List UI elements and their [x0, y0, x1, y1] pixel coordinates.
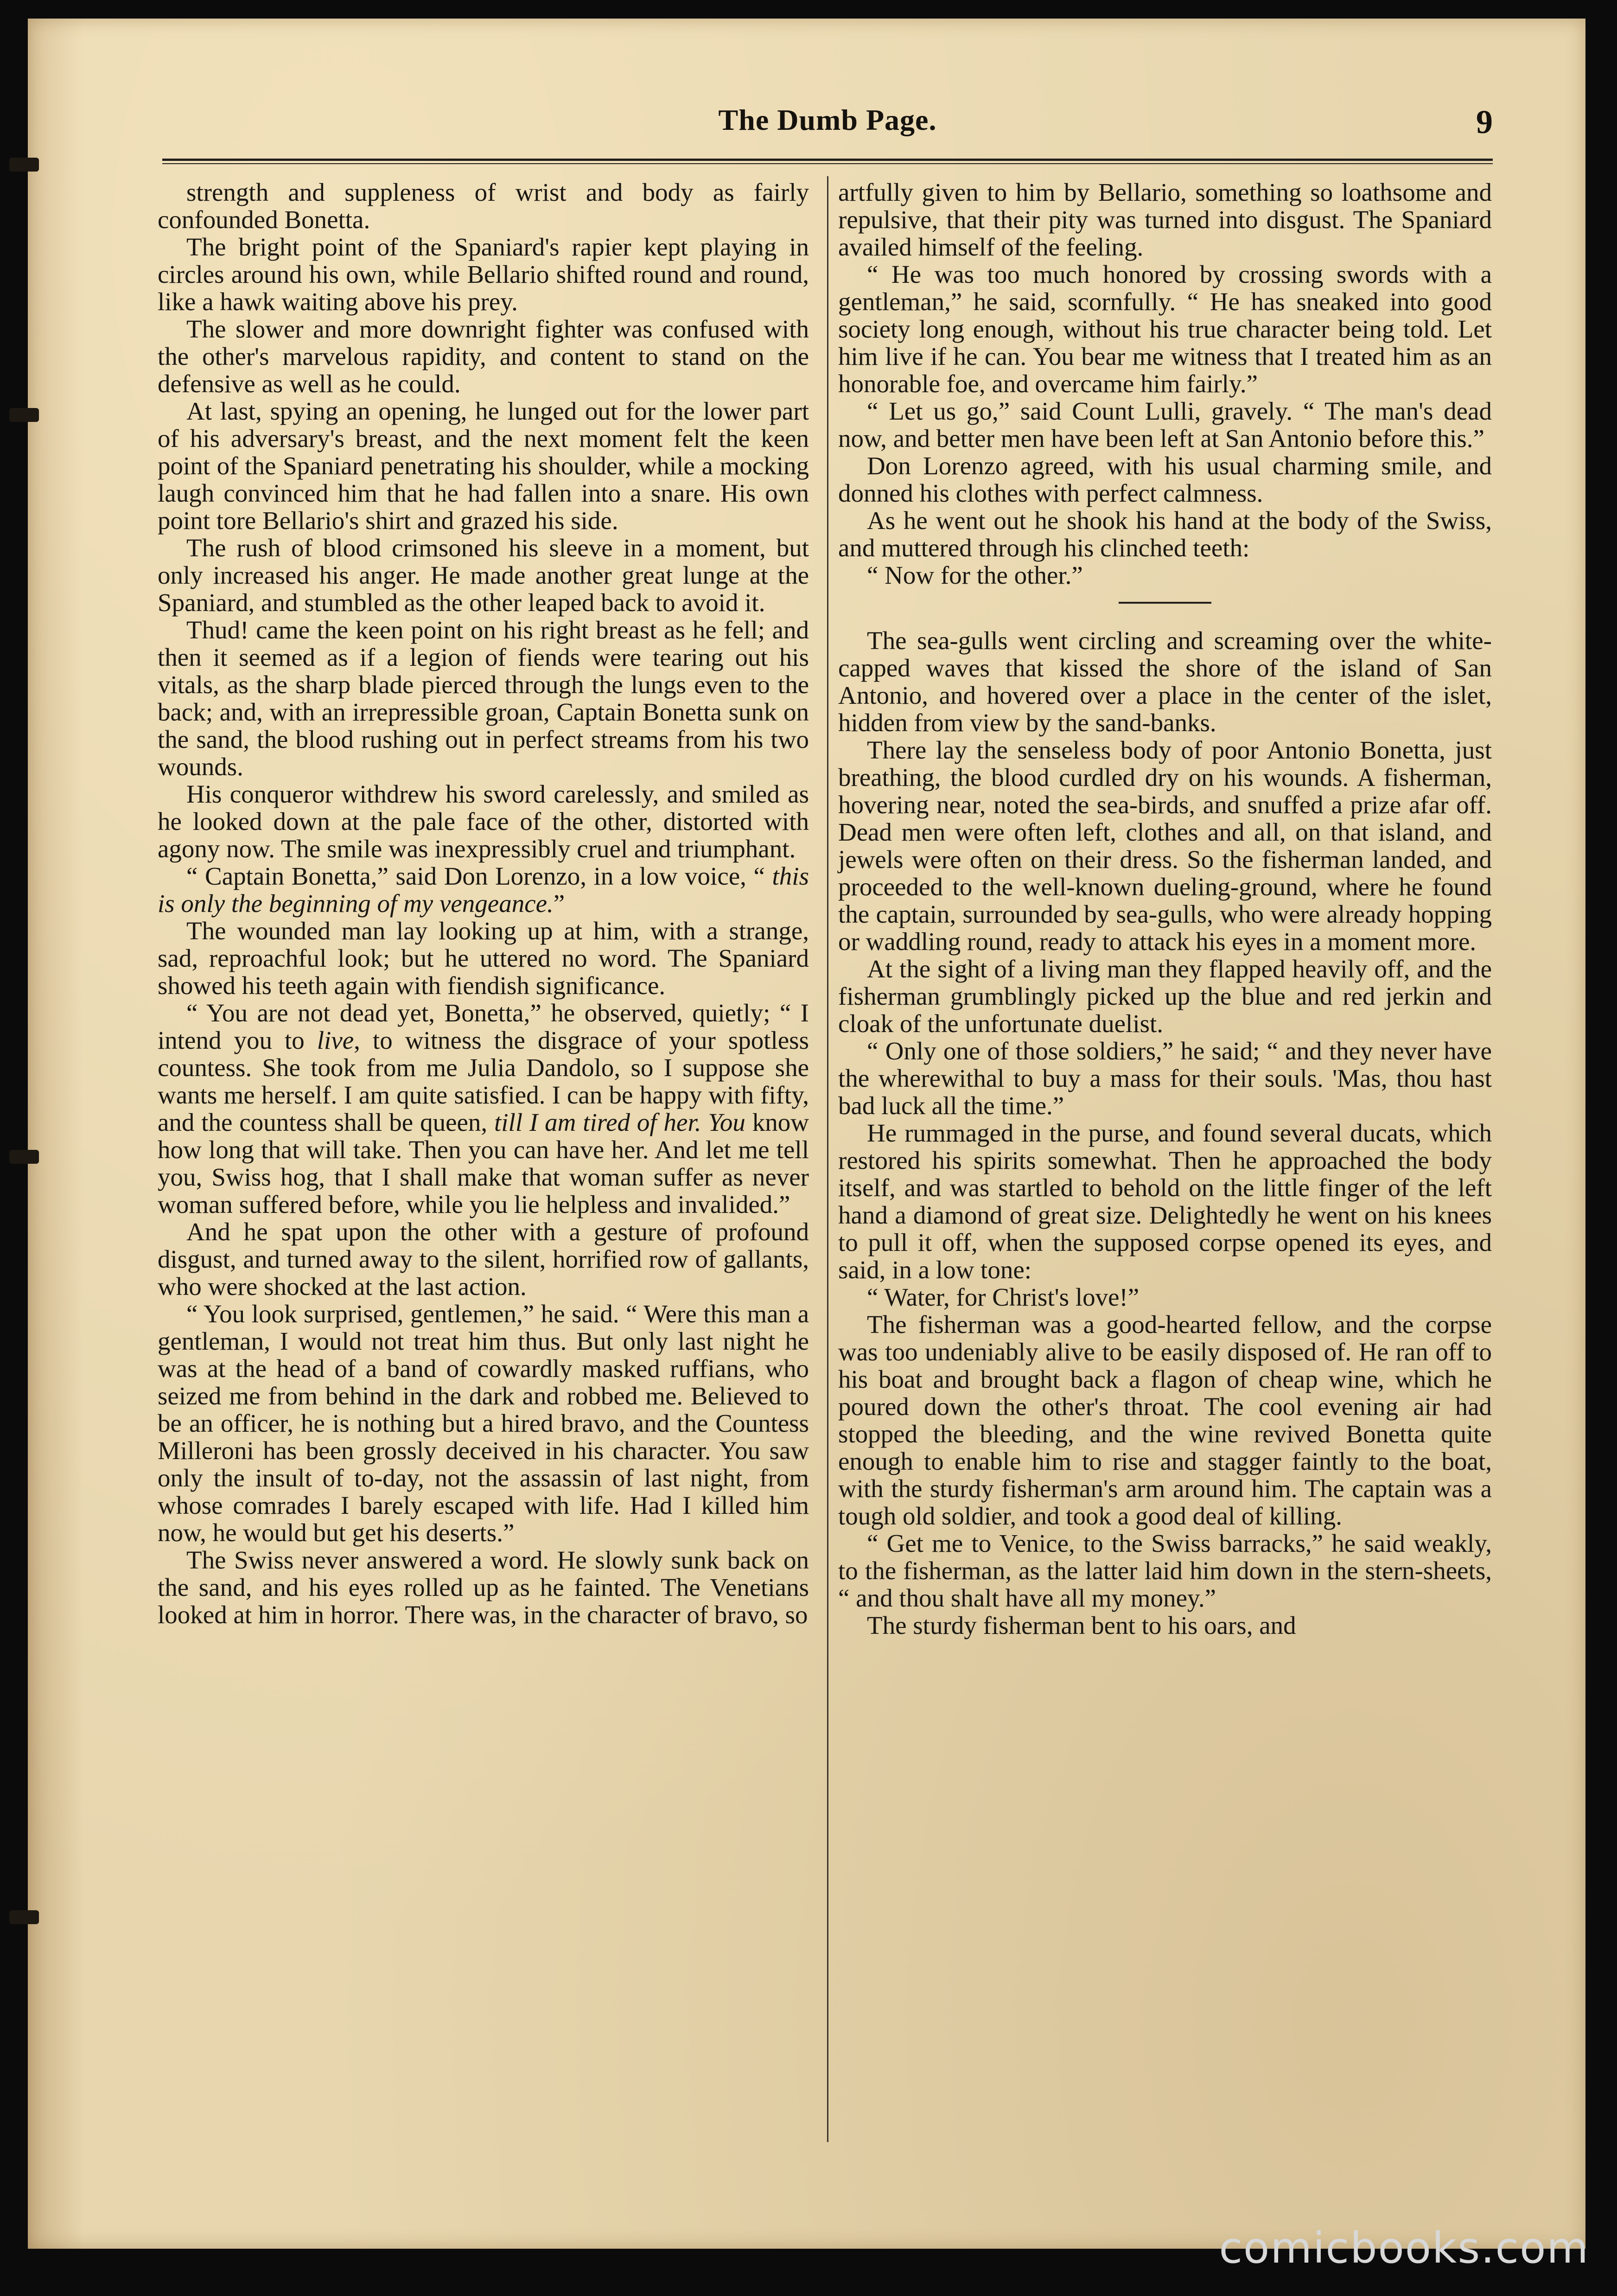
binding-staple — [9, 158, 39, 172]
paragraph-text: The bright point of the Spaniard's rapier kept playing in circles around his own, while Bellario shifted round and round, like a hawk waiting above his prey. — [158, 233, 809, 316]
paragraph-text: know how long that will take. Then you can have her. And let me tell you, Swiss hog, that I shall make that woman suffer as never woman suffered before, while you lie helpless and invalided.” — [158, 1108, 809, 1218]
paragraph-text: There lay the senseless body of poor Antonio Bonetta, just breathing, the blood curdled dry on his wounds. A fisherman, hovering near, noted the sea-birds, and snuffed a prize afar off. Dead men were often left, clothes and all, on that island, and jewels were often on their dress. So the fisherman landed, and proceeded to the well-known dueling-ground, where he found the captain, surrounded by sea-gulls, who were already hopping or waddling round, ready to attack his eyes in a moment more. — [838, 736, 1492, 956]
paragraph — [838, 452, 1492, 507]
paragraph — [838, 736, 1492, 955]
paragraph — [838, 397, 1492, 452]
binding-staple — [9, 1910, 39, 1924]
right-column-before-break — [838, 179, 1492, 589]
italic-text: this is only the beginning of my vengeance. — [158, 862, 809, 918]
paragraph-text: “ Water, for Christ's love!” — [867, 1283, 1140, 1311]
paragraph — [158, 1300, 809, 1546]
paragraph — [838, 1612, 1492, 1639]
paragraph-text: “ Let us go,” said Count Lulli, gravely. “ The man's dead now, and better men have been left at San Antonio before this.” — [838, 397, 1492, 453]
paragraph-text: , to witness the disgrace of your spotless countess. She took from me Julia Dandolo, so I suppose she wants me herself. I am quite satisfied. I can be happy with fifty, and the countess shall be queen, — [158, 1026, 809, 1136]
column-divider — [827, 176, 828, 2142]
paragraph — [158, 780, 809, 862]
paragraph-text: The sturdy fisherman bent to his oars, and — [867, 1611, 1296, 1639]
paragraph-text: The wounded man lay looking up at him, with a strange, sad, reproachful look; but he uttered no word. The Spaniard showed his teeth again with fiendish significance. — [158, 917, 809, 1000]
running-title: The Dumb Page. — [718, 103, 937, 136]
paragraph — [838, 561, 1492, 589]
paragraph — [158, 862, 809, 917]
paragraph — [158, 534, 809, 616]
paragraph-text: “ Get me to Venice, to the Swiss barracks,” he said weakly, to the fisherman, as the latter laid him down in the stern-sheets, “ and thou shalt have all my money.” — [838, 1529, 1492, 1612]
paragraph-text: At last, spying an opening, he lunged out for the lower part of his adversary's breast, and the next moment felt the keen point of the Spaniard penetrating his shoulder, while a mocking laugh convinced him that he had fallen into a snare. His own point tore Bellario's shirt and grazed his side. — [158, 397, 809, 535]
paragraph-text: “ Captain Bonetta,” said Don Lorenzo, in a low voice, “ — [186, 862, 772, 890]
paragraph-text: The slower and more downright fighter was confused with the other's marvelous rapidity, and content to stand on the defensive as well as he could. — [158, 315, 809, 398]
paragraph-text: Thud! came the keen point on his right breast as he fell; and then it seemed as if a legion of fiends were tearing out his vitals, as the sharp blade pierced through the lungs even to the back; and, with an irrepressible groan, Captain Bonetta sunk on the sand, the blood rushing out in perfect streams from his two wounds. — [158, 616, 809, 781]
binding-staple — [9, 408, 39, 422]
paragraph — [158, 397, 809, 534]
paragraph-text: Don Lorenzo agreed, with his usual charming smile, and donned his clothes with perfect calmness. — [838, 452, 1492, 507]
paragraph — [838, 955, 1492, 1037]
paragraph — [158, 917, 809, 999]
paragraph-text: “ You look surprised, gentlemen,” he said. “ Were this man a gentleman, I would not treat him thus. But only last night he was at the head of a band of cowardly masked ruffians, who seized me from behind in the dark and robbed me. Believed to be an officer, he is nothing but a hired bravo, and the Countess Milleroni has been grossly deceived in his character. You saw only the insult of to-day, not the assassin of last night, from whose comrades I barely escaped with life. Had I killed him now, he would but get his deserts.” — [158, 1300, 809, 1547]
paragraph — [838, 507, 1492, 561]
paragraph-text: At the sight of a living man they flapped heavily off, and the fisherman grumblingly picked up the blue and red jerkin and cloak of the unfortunate duelist. — [838, 955, 1492, 1038]
paragraph — [838, 261, 1492, 397]
left-text-column — [158, 179, 809, 1628]
paragraph — [158, 1218, 809, 1300]
section-break-rule — [1119, 602, 1211, 604]
paragraph — [158, 616, 809, 780]
paragraph — [838, 1311, 1492, 1530]
paragraph-text: He rummaged in the purse, and found several ducats, which restored his spirits somewhat. Then he approached the body itself, and was startled to behold on the little finger of the left hand a diamond of great size. Delightedly he went on his knees to pull it off, when the supposed corpse opened its eyes, and said, in a low tone: — [838, 1119, 1492, 1284]
paragraph — [838, 1119, 1492, 1283]
paragraph-text: “ You are not dead yet, Bonetta,” he observed, quietly; “ I intend you to — [158, 999, 809, 1054]
paragraph — [158, 315, 809, 397]
paragraph-text: The sea-gulls went circling and screaming over the white-capped waves that kissed the shore of the island of San Antonio, and hovered over a place in the center of the islet, hidden from view by the sand-banks. — [838, 626, 1492, 737]
page-number: 9 — [1476, 103, 1493, 140]
paragraph-text: The rush of blood crimsoned his sleeve in a moment, but only increased his anger. He made another great lunge at the Spaniard, and stumbled as the other leaped back to avoid it. — [158, 534, 809, 617]
paragraph — [838, 179, 1492, 261]
paragraph — [158, 999, 809, 1218]
watermark: comicbooks.com — [1219, 2223, 1589, 2273]
running-header — [162, 103, 1493, 154]
paragraph — [838, 1530, 1492, 1612]
paragraph-text: “ He was too much honored by crossing swords with a gentleman,” he said, scornfully. “ He has sneaked into good society long enough, without his true character being told. Let him live if he can. You bear me witness that I treated him as an honorable foe, and overcame him fairly.” — [838, 260, 1492, 398]
paragraph-text: strength and suppleness of wrist and body as fairly confounded Bonetta. — [158, 178, 809, 234]
paragraph-text: artfully given to him by Bellario, something so loathsome and repulsive, that their pity was turned into disgust. The Spaniard availed himself of the feeling. — [838, 178, 1492, 261]
right-text-column — [838, 179, 1492, 1639]
paragraph-text: As he went out he shook his hand at the body of the Swiss, and muttered through his clinched teeth: — [838, 506, 1492, 562]
paragraph — [158, 179, 809, 233]
italic-text: till I am tired of her. You — [494, 1108, 745, 1136]
paragraph — [838, 1283, 1492, 1311]
paragraph-text: His conqueror withdrew his sword carelessly, and smiled as he looked down at the pale face of the other, distorted with agony now. The smile was inexpressibly cruel and triumphant. — [158, 780, 809, 863]
paragraph-text: ” — [553, 889, 565, 918]
header-rule — [162, 159, 1493, 161]
paragraph-text: The Swiss never answered a word. He slowly sunk back on the sand, and his eyes rolled up as he fainted. The Venetians looked at him in horror. There was, in the character of bravo, so — [158, 1546, 809, 1629]
paragraph — [838, 1037, 1492, 1119]
paragraph-text: “ Only one of those soldiers,” he said; “ and they never have the wherewithal to buy a mass for their souls. 'Mas, thou hast bad luck all the time.” — [838, 1037, 1492, 1120]
paragraph — [838, 627, 1492, 736]
paragraph-text: “ Now for the other.” — [867, 561, 1083, 589]
paragraph-text: The fisherman was a good-hearted fellow, and the corpse was too undeniably alive to be easily disposed of. He ran off to his boat and brought back a flagon of cheap wine, which he poured down the other's throat. The cool evening air had stopped the bleeding, and the wine revived Bonetta quite enough to enable him to rise and stagger faintly to the boat, with the sturdy fisherman's arm around him. The captain was a tough old soldier, and took a good deal of killing. — [838, 1310, 1492, 1530]
right-column-after-break — [838, 627, 1492, 1639]
paragraph — [158, 233, 809, 315]
paragraph-text: And he spat upon the other with a gesture of profound disgust, and turned away to the silent, horrified row of gallants, who were shocked at the last action. — [158, 1218, 809, 1301]
binding-staple — [9, 1150, 39, 1164]
italic-text: live — [317, 1026, 354, 1054]
paragraph — [158, 1546, 809, 1628]
header-rule-thin — [162, 163, 1493, 164]
